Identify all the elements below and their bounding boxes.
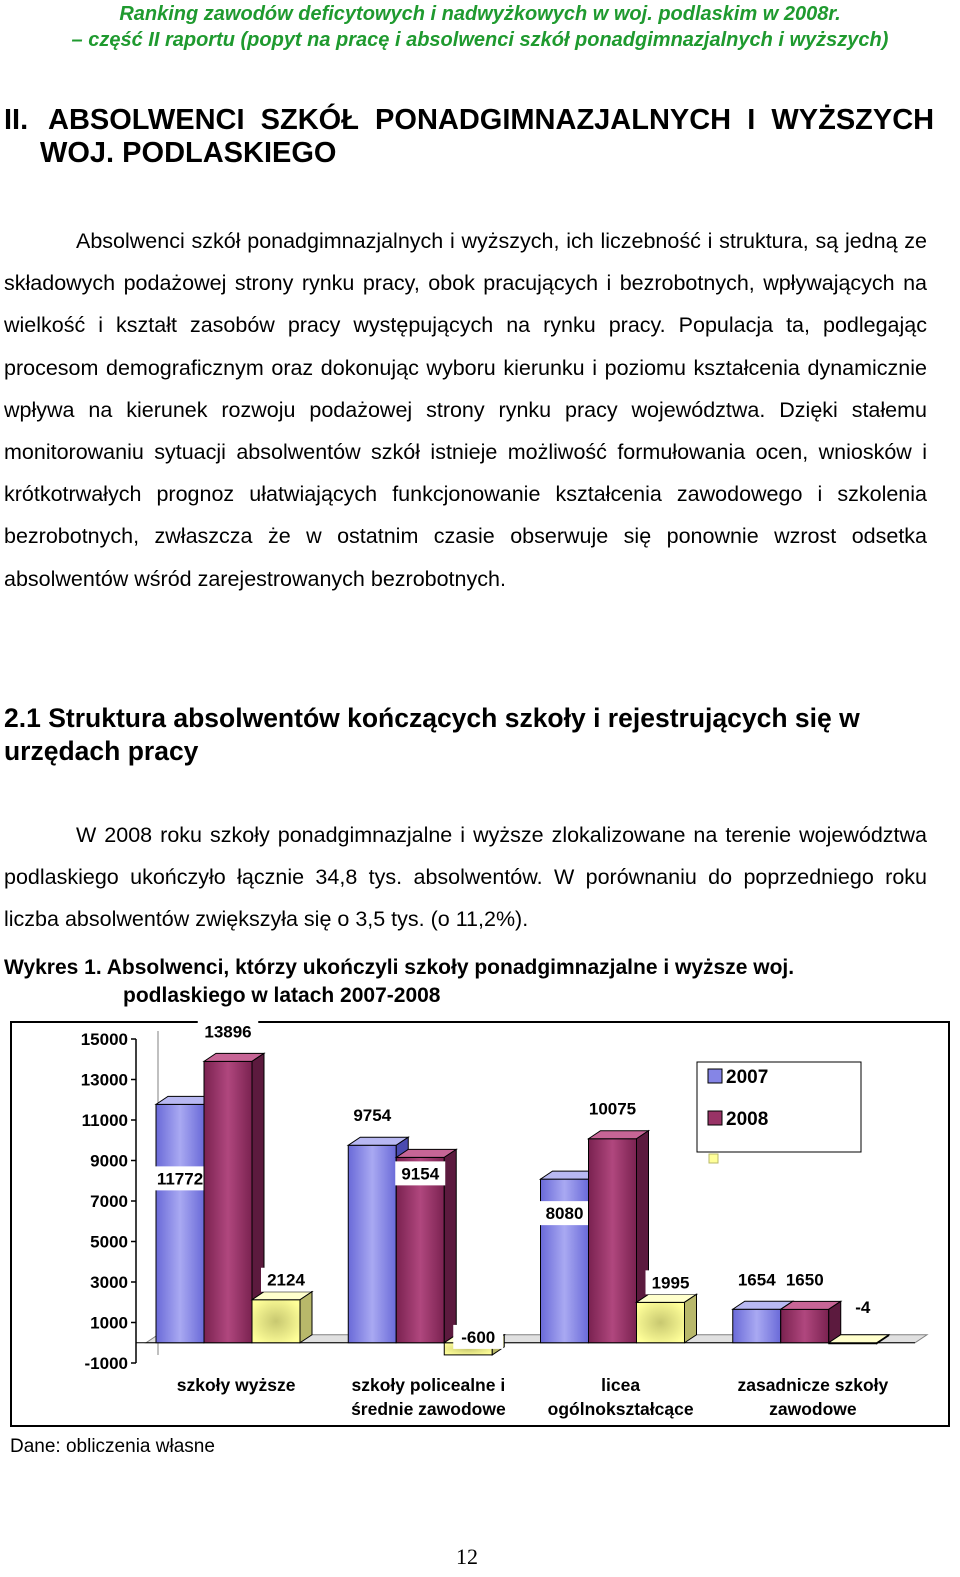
legend-swatch — [708, 1069, 722, 1083]
y-tick-label: 9000 — [90, 1151, 128, 1171]
section-number: II. — [4, 104, 29, 136]
y-tick-label: 15000 — [80, 1030, 128, 1049]
data-label: 1650 — [785, 1270, 824, 1290]
data-label: 13896 — [204, 1022, 252, 1042]
data-label: 1654 — [737, 1270, 776, 1290]
y-tick-label: 7000 — [90, 1192, 128, 1211]
bar — [348, 1145, 396, 1343]
intro-paragraph-text: Absolwenci szkół ponadgimnazjalnych i wyższych, ich liczebność i struktura, są jedną ze składowych podażowej strony rynku pracy, obok pracujących i bezrobotnych, wpływających na wielkość i kształt zasobów pracy występujących na rynku pracy. Populacja ta, podlegając procesom demograficznym oraz dokonując wyboru kierunku i poziomu kształcenia dynamicznie wpływa na kierunek rozwoju podażowej strony rynku pracy województwa. Dzięki stałemu monitorowaniu sytuacji absolwentów szkół istnieje możliwość formułowania ocen, wniosków i krótkotrwałych prognoz ułatwiających funkcjonowanie kształcenia zawodowego i szkolenia bezrobotnych, zwłaszcza że w ostatnim czasie obserwuje się ponownie wzrost odsetka absolwentów wśród zarejestrowanych bezrobotnych. — [4, 229, 927, 591]
category-label: średnie zawodowe — [351, 1399, 506, 1419]
data-label: 9754 — [353, 1106, 392, 1126]
bar — [252, 1300, 300, 1343]
subsection-paragraph — [4, 814, 927, 941]
y-tick-label: 13000 — [80, 1070, 128, 1090]
data-label: 11772 — [156, 1169, 204, 1189]
section-heading — [4, 104, 944, 170]
page-number: 12 — [456, 1544, 478, 1569]
data-label: -600 — [461, 1327, 496, 1347]
intro-paragraph — [4, 220, 927, 600]
category-label: zasadnicze szkoły — [737, 1375, 889, 1395]
data-label: 10075 — [588, 1099, 637, 1119]
y-tick-label: -1000 — [84, 1354, 128, 1373]
figure-caption-line2: podlaskiego w latach 2007-2008 — [123, 984, 441, 1007]
bar-chart — [10, 1021, 950, 1427]
category-label: szkoły wyższe — [176, 1375, 296, 1395]
legend-swatch-unlabeled — [709, 1154, 718, 1163]
figure-source: Dane: obliczenia własne — [10, 1436, 215, 1457]
legend-label: 2008 — [726, 1109, 769, 1130]
bar — [781, 1309, 829, 1342]
y-tick-label: 1000 — [90, 1313, 128, 1333]
bar-side — [444, 1149, 456, 1342]
bar-side — [300, 1292, 312, 1343]
bar — [589, 1139, 637, 1343]
figure-caption-line1: Wykres 1. Absolwenci, którzy ukończyli szkoły ponadgimnazjalne i wyższe woj. — [4, 956, 795, 979]
category-label: szkoły policealne i — [351, 1375, 506, 1395]
data-label: 1995 — [651, 1273, 690, 1293]
bar — [204, 1061, 252, 1342]
bar — [156, 1104, 204, 1342]
category-label: zawodowe — [769, 1399, 857, 1419]
data-label: 9154 — [401, 1164, 440, 1184]
category-label: licea — [601, 1375, 641, 1395]
section-title-line2: WOJ. PODLASKIEGO — [40, 137, 337, 169]
data-label: -4 — [855, 1297, 871, 1317]
y-tick-label: 5000 — [90, 1232, 128, 1252]
bar-side — [685, 1294, 697, 1342]
figure-caption — [4, 954, 934, 1010]
section-title-line1: ABSOLWENCI SZKÓŁ PONADGIMNAZJALNYCH I WYŻSZYCH — [48, 104, 935, 136]
running-header-line2: – część II raportu (popyt na pracę i absolwenci szkół ponadgimnazjalnych i wyższych) — [71, 29, 889, 51]
subsection-heading: 2.1 Struktura absolwentów kończących szkoły i rejestrujących się w urzędach pracy — [4, 703, 860, 766]
y-tick-label: 3000 — [90, 1273, 128, 1292]
legend-swatch — [708, 1111, 722, 1125]
bar — [733, 1309, 781, 1342]
category-label: ogólnokształcące — [547, 1399, 694, 1419]
y-tick-label: 11000 — [81, 1111, 128, 1130]
bar — [637, 1302, 685, 1342]
subsection-paragraph-text: W 2008 roku szkoły ponadgimnazjalne i wyższe zlokalizowane na terenie województwa podlaskiego ukończyło łącznie 34,8 tys. absolwentów. W porównaniu do poprzedniego roku liczba absolwentów zwiększyła się o 3,5 tys. (o 11,2%). — [4, 823, 927, 932]
running-header-line1: Ranking zawodów deficytowych i nadwyżkowych w woj. podlaskim w 2008r. — [119, 3, 841, 25]
data-label: 8080 — [545, 1204, 584, 1224]
data-label: 2124 — [267, 1270, 305, 1290]
legend-label: 2007 — [726, 1067, 769, 1088]
